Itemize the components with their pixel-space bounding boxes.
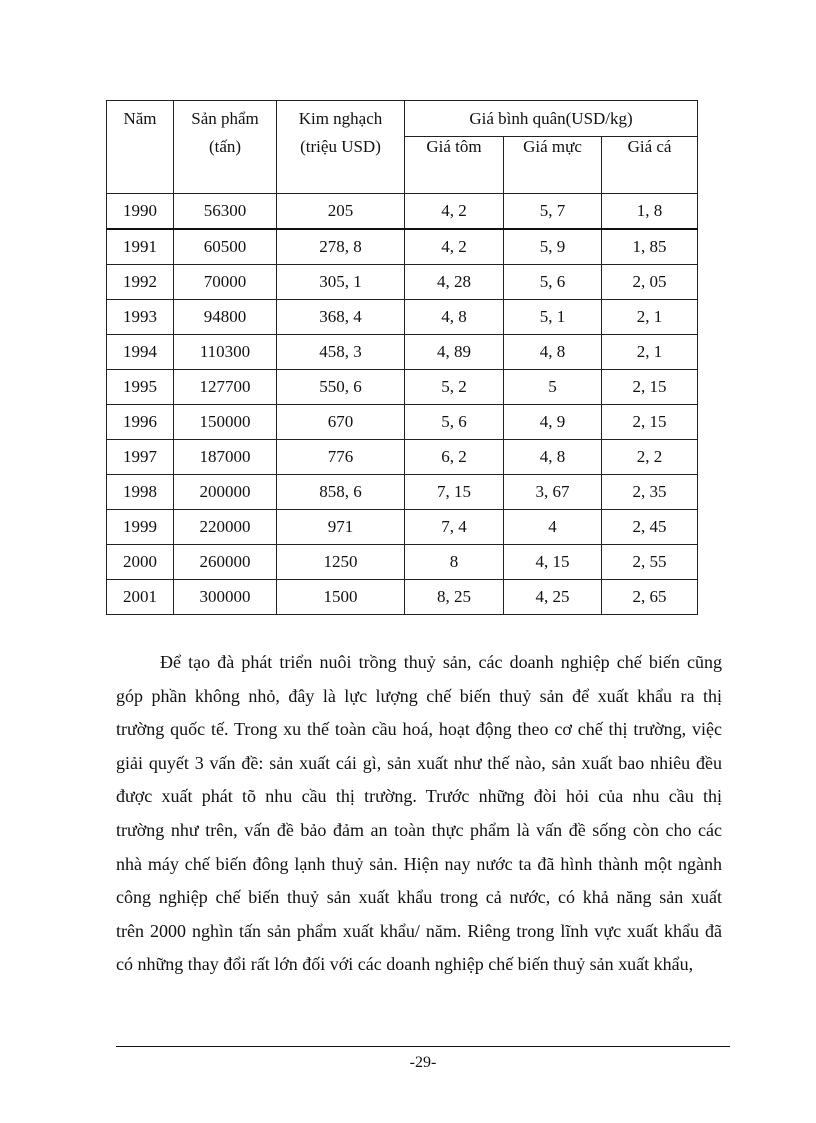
cell-squid-price: 4: [504, 509, 602, 544]
cell-shrimp-price: 4, 89: [405, 334, 504, 369]
header-export-value-unit: (triệu USD): [277, 137, 405, 157]
cell-fish-price: 2, 55: [602, 544, 698, 579]
cell-export-value: 205: [277, 193, 405, 229]
cell-year: 1993: [107, 299, 174, 334]
cell-shrimp-price: 8: [405, 544, 504, 579]
cell-shrimp-price: 5, 2: [405, 369, 504, 404]
table-row: [107, 299, 698, 334]
body-paragraph: [116, 646, 722, 982]
cell-year: 1994: [107, 334, 174, 369]
cell-year: 1999: [107, 509, 174, 544]
paragraph-line: công nghiệp chế biến thuỷ sản xuất khẩu trong cả nước, có khả năng sản xuất: [116, 887, 722, 908]
table-row: [107, 264, 698, 299]
cell-product: 300000: [174, 579, 277, 614]
paragraph-line: có những thay đổi rất lớn đối với các doanh nghiệp chế biến thuỷ sản xuất khẩu,: [116, 954, 694, 975]
cell-squid-price: 5, 1: [504, 299, 602, 334]
cell-shrimp-price: 6, 2: [405, 439, 504, 474]
cell-product: 187000: [174, 439, 277, 474]
table-row: [107, 544, 698, 579]
table-row: [107, 439, 698, 474]
cell-product: 127700: [174, 369, 277, 404]
cell-export-value: 1500: [277, 579, 405, 614]
header-spacer: [277, 157, 405, 194]
cell-shrimp-price: 4, 8: [405, 299, 504, 334]
paragraph-line: giải quyết 3 vấn đề: sản xuất cái gì, sản xuất như thế nào, sản xuất bao nhiêu đều: [116, 752, 722, 773]
table-row: [107, 509, 698, 544]
cell-product: 110300: [174, 334, 277, 369]
table-header-row: [107, 101, 698, 137]
cell-product: 150000: [174, 404, 277, 439]
cell-fish-price: 2, 1: [602, 334, 698, 369]
header-product: Sản phẩm: [174, 101, 277, 137]
cell-squid-price: 4, 15: [504, 544, 602, 579]
cell-export-value: 971: [277, 509, 405, 544]
header-fish-price: Giá cá: [602, 137, 698, 194]
cell-squid-price: 5: [504, 369, 602, 404]
cell-product: 70000: [174, 264, 277, 299]
cell-shrimp-price: 7, 4: [405, 509, 504, 544]
cell-product: 220000: [174, 509, 277, 544]
paragraph-line: trường như trên, vấn đề bảo đảm an toàn thực phẩm là vấn đề sống còn cho các: [116, 819, 722, 840]
paragraph-line: góp phần không nhỏ, đây là lực lượng chế biến thuỷ sản để xuất khẩu ra thị: [116, 685, 722, 706]
cell-shrimp-price: 4, 2: [405, 193, 504, 229]
table-row: [107, 334, 698, 369]
paragraph-line: nhà máy chế biến đông lạnh thuỷ sản. Hiện nay nước ta đã hình thành một ngành: [116, 853, 722, 874]
cell-export-value: 858, 6: [277, 474, 405, 509]
cell-product: 260000: [174, 544, 277, 579]
cell-fish-price: 2, 45: [602, 509, 698, 544]
cell-shrimp-price: 7, 15: [405, 474, 504, 509]
cell-squid-price: 4, 9: [504, 404, 602, 439]
cell-product: 94800: [174, 299, 277, 334]
header-spacer: [174, 157, 277, 194]
cell-export-value: 278, 8: [277, 229, 405, 265]
cell-squid-price: 5, 9: [504, 229, 602, 265]
cell-shrimp-price: 5, 6: [405, 404, 504, 439]
cell-product: 200000: [174, 474, 277, 509]
cell-fish-price: 1, 85: [602, 229, 698, 265]
cell-squid-price: 4, 25: [504, 579, 602, 614]
paragraph-line: trường quốc tế. Trong xu thế toàn cầu hoá, hoạt động theo cơ chế thị trường, việc: [116, 719, 722, 740]
cell-year: 2001: [107, 579, 174, 614]
cell-year: 2000: [107, 544, 174, 579]
table-row: [107, 369, 698, 404]
header-year-cont: [107, 137, 174, 157]
footer-divider: [116, 1046, 730, 1047]
cell-squid-price: 5, 7: [504, 193, 602, 229]
header-product-unit: (tấn): [174, 137, 277, 157]
cell-fish-price: 2, 2: [602, 439, 698, 474]
cell-year: 1996: [107, 404, 174, 439]
cell-export-value: 305, 1: [277, 264, 405, 299]
cell-year: 1997: [107, 439, 174, 474]
table-row: [107, 474, 698, 509]
cell-shrimp-price: 4, 28: [405, 264, 504, 299]
cell-export-value: 368, 4: [277, 299, 405, 334]
paragraph-line: Để tạo đà phát triển nuôi trồng thuỷ sản, các doanh nghiệp chế biến cũng: [160, 652, 722, 672]
header-year: Năm: [107, 101, 174, 137]
cell-fish-price: 2, 15: [602, 369, 698, 404]
header-average-price: Giá bình quân(USD/kg): [405, 101, 698, 137]
cell-year: 1990: [107, 193, 174, 229]
cell-year: 1998: [107, 474, 174, 509]
cell-squid-price: 4, 8: [504, 334, 602, 369]
cell-fish-price: 2, 05: [602, 264, 698, 299]
cell-year: 1992: [107, 264, 174, 299]
cell-product: 60500: [174, 229, 277, 265]
cell-export-value: 776: [277, 439, 405, 474]
header-spacer: [107, 157, 174, 194]
cell-year: 1991: [107, 229, 174, 265]
cell-shrimp-price: 4, 2: [405, 229, 504, 265]
cell-export-value: 550, 6: [277, 369, 405, 404]
cell-shrimp-price: 8, 25: [405, 579, 504, 614]
cell-squid-price: 4, 8: [504, 439, 602, 474]
table-row: [107, 579, 698, 614]
cell-product: 56300: [174, 193, 277, 229]
table-row: [107, 193, 698, 229]
cell-export-value: 1250: [277, 544, 405, 579]
cell-fish-price: 2, 35: [602, 474, 698, 509]
header-export-value: Kim nghạch: [277, 101, 405, 137]
paragraph-line: được xuất phát tõ nhu cầu thị trường. Trước những đòi hỏi của nhu cầu thị: [116, 786, 722, 807]
export-statistics-table: [106, 100, 698, 615]
header-squid-price: Giá mực: [504, 137, 602, 194]
page-number: -29-: [409, 1054, 437, 1071]
cell-fish-price: 2, 15: [602, 404, 698, 439]
table-header-row: [107, 137, 698, 157]
paragraph-line: trên 2000 nghìn tấn sản phẩm xuất khẩu/ năm. Riêng trong lĩnh vực xuất khẩu đã: [116, 920, 722, 941]
cell-year: 1995: [107, 369, 174, 404]
cell-fish-price: 2, 65: [602, 579, 698, 614]
cell-fish-price: 2, 1: [602, 299, 698, 334]
cell-export-value: 458, 3: [277, 334, 405, 369]
cell-export-value: 670: [277, 404, 405, 439]
cell-squid-price: 3, 67: [504, 474, 602, 509]
table-row: [107, 404, 698, 439]
table-row: [107, 229, 698, 265]
cell-squid-price: 5, 6: [504, 264, 602, 299]
header-shrimp-price: Giá tôm: [405, 137, 504, 194]
cell-fish-price: 1, 8: [602, 193, 698, 229]
